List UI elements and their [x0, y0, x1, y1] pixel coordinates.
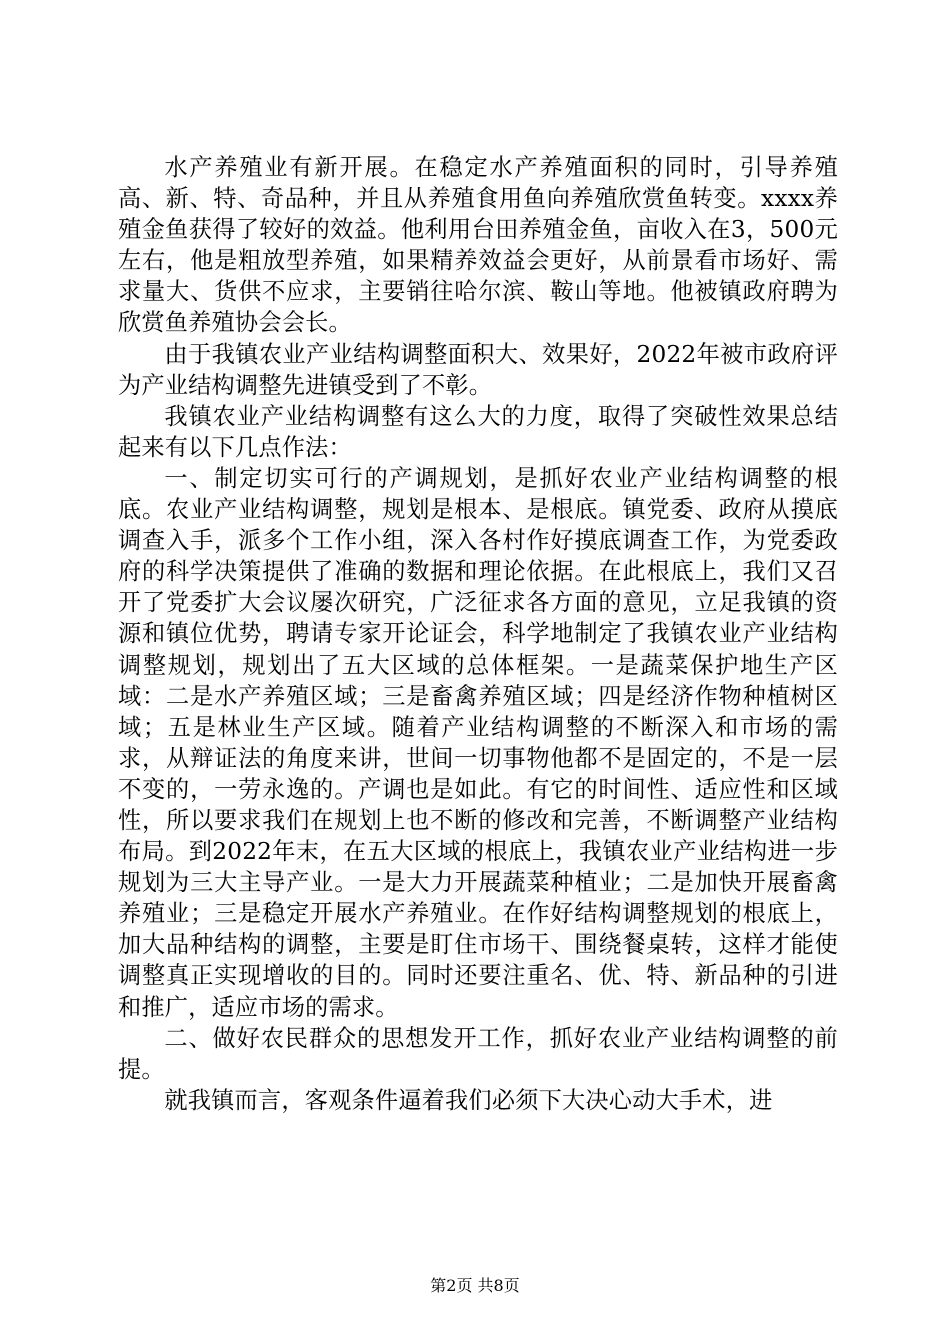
paragraph-point-one: 一、制定切实可行的产调规划，是抓好农业产业结构调整的根底。农业产业结构调整，规划是根本、是根底。镇党委、政府从摸底调查入手，派多个工作小组，深入各村作好摸底调查工作，为党委政府的科学决策提供了准确的数据和理论依据。在此根底上，我们又召开了党委扩大会议屡次研究，广泛征求各方面的意见，立足我镇的资源和镇位优势，聘请专家开论证会，科学地制定了我镇农业产业结构调整规划，规划出了五大区域的总体框架。一是蔬菜保护地生产区域：二是水产养殖区域；三是畜禽养殖区域；四是经济作物种植树区域；五是林业生产区域。随着产业结构调整的不断深入和市场的需求，从辩证法的角度来讲，世间一切事物他都不是固定的，不是一层不变的，一劳永逸的。产调也是如此。有它的时间性、适应性和区域性，所以要求我们在规划上也不断的修改和完善，不断调整产业结构布局。到2022年末，在五大区域的根底上，我镇农业产业结构进一步规划为三大主导产业。一是大力开展蔬菜种植业；二是加快开展畜禽养殖业；三是稳定开展水产养殖业。在作好结构调整规划的根底上，加大品种结构的调整，主要是盯住市场干、围绕餐桌转，这样才能使调整真正实现增收的目的。同时还要注重名、优、特、新品种的引进和推广，适应市场的需求。 [118, 464, 838, 1021]
paragraph-summary-intro: 我镇农业产业结构调整有这么大的力度，取得了突破性效果总结起来有以下几点作法： [118, 402, 838, 461]
paragraph-award: 由于我镇农业产业结构调整面积大、效果好，2022年被市政府评为产业结构调整先进镇受到了不彰。 [118, 340, 838, 399]
document-body [118, 152, 838, 1116]
page-number-footer: 第2页 共8页 [430, 1276, 520, 1295]
paragraph-aquaculture: 水产养殖业有新开展。在稳定水产养殖面积的同时，引导养殖高、新、特、奇品种，并且从养殖食用鱼向养殖欣赏鱼转变。xxxx养殖金鱼获得了较好的效益。他利用台田养殖金鱼，亩收入在3，500元左右，他是粗放型养殖，如果精养效益会更好，从前景看市场好、需求量大、货供不应求，主要销往哈尔滨、鞍山等地。他被镇政府聘为欣赏鱼养殖协会会长。 [118, 154, 838, 337]
paragraph-continuation: 就我镇而言，客观条件逼着我们必须下大决心动大手术，进 [164, 1086, 773, 1114]
paragraph-point-two: 二、做好农民群众的思想发开工作，抓好农业产业结构调整的前提。 [118, 1024, 838, 1083]
